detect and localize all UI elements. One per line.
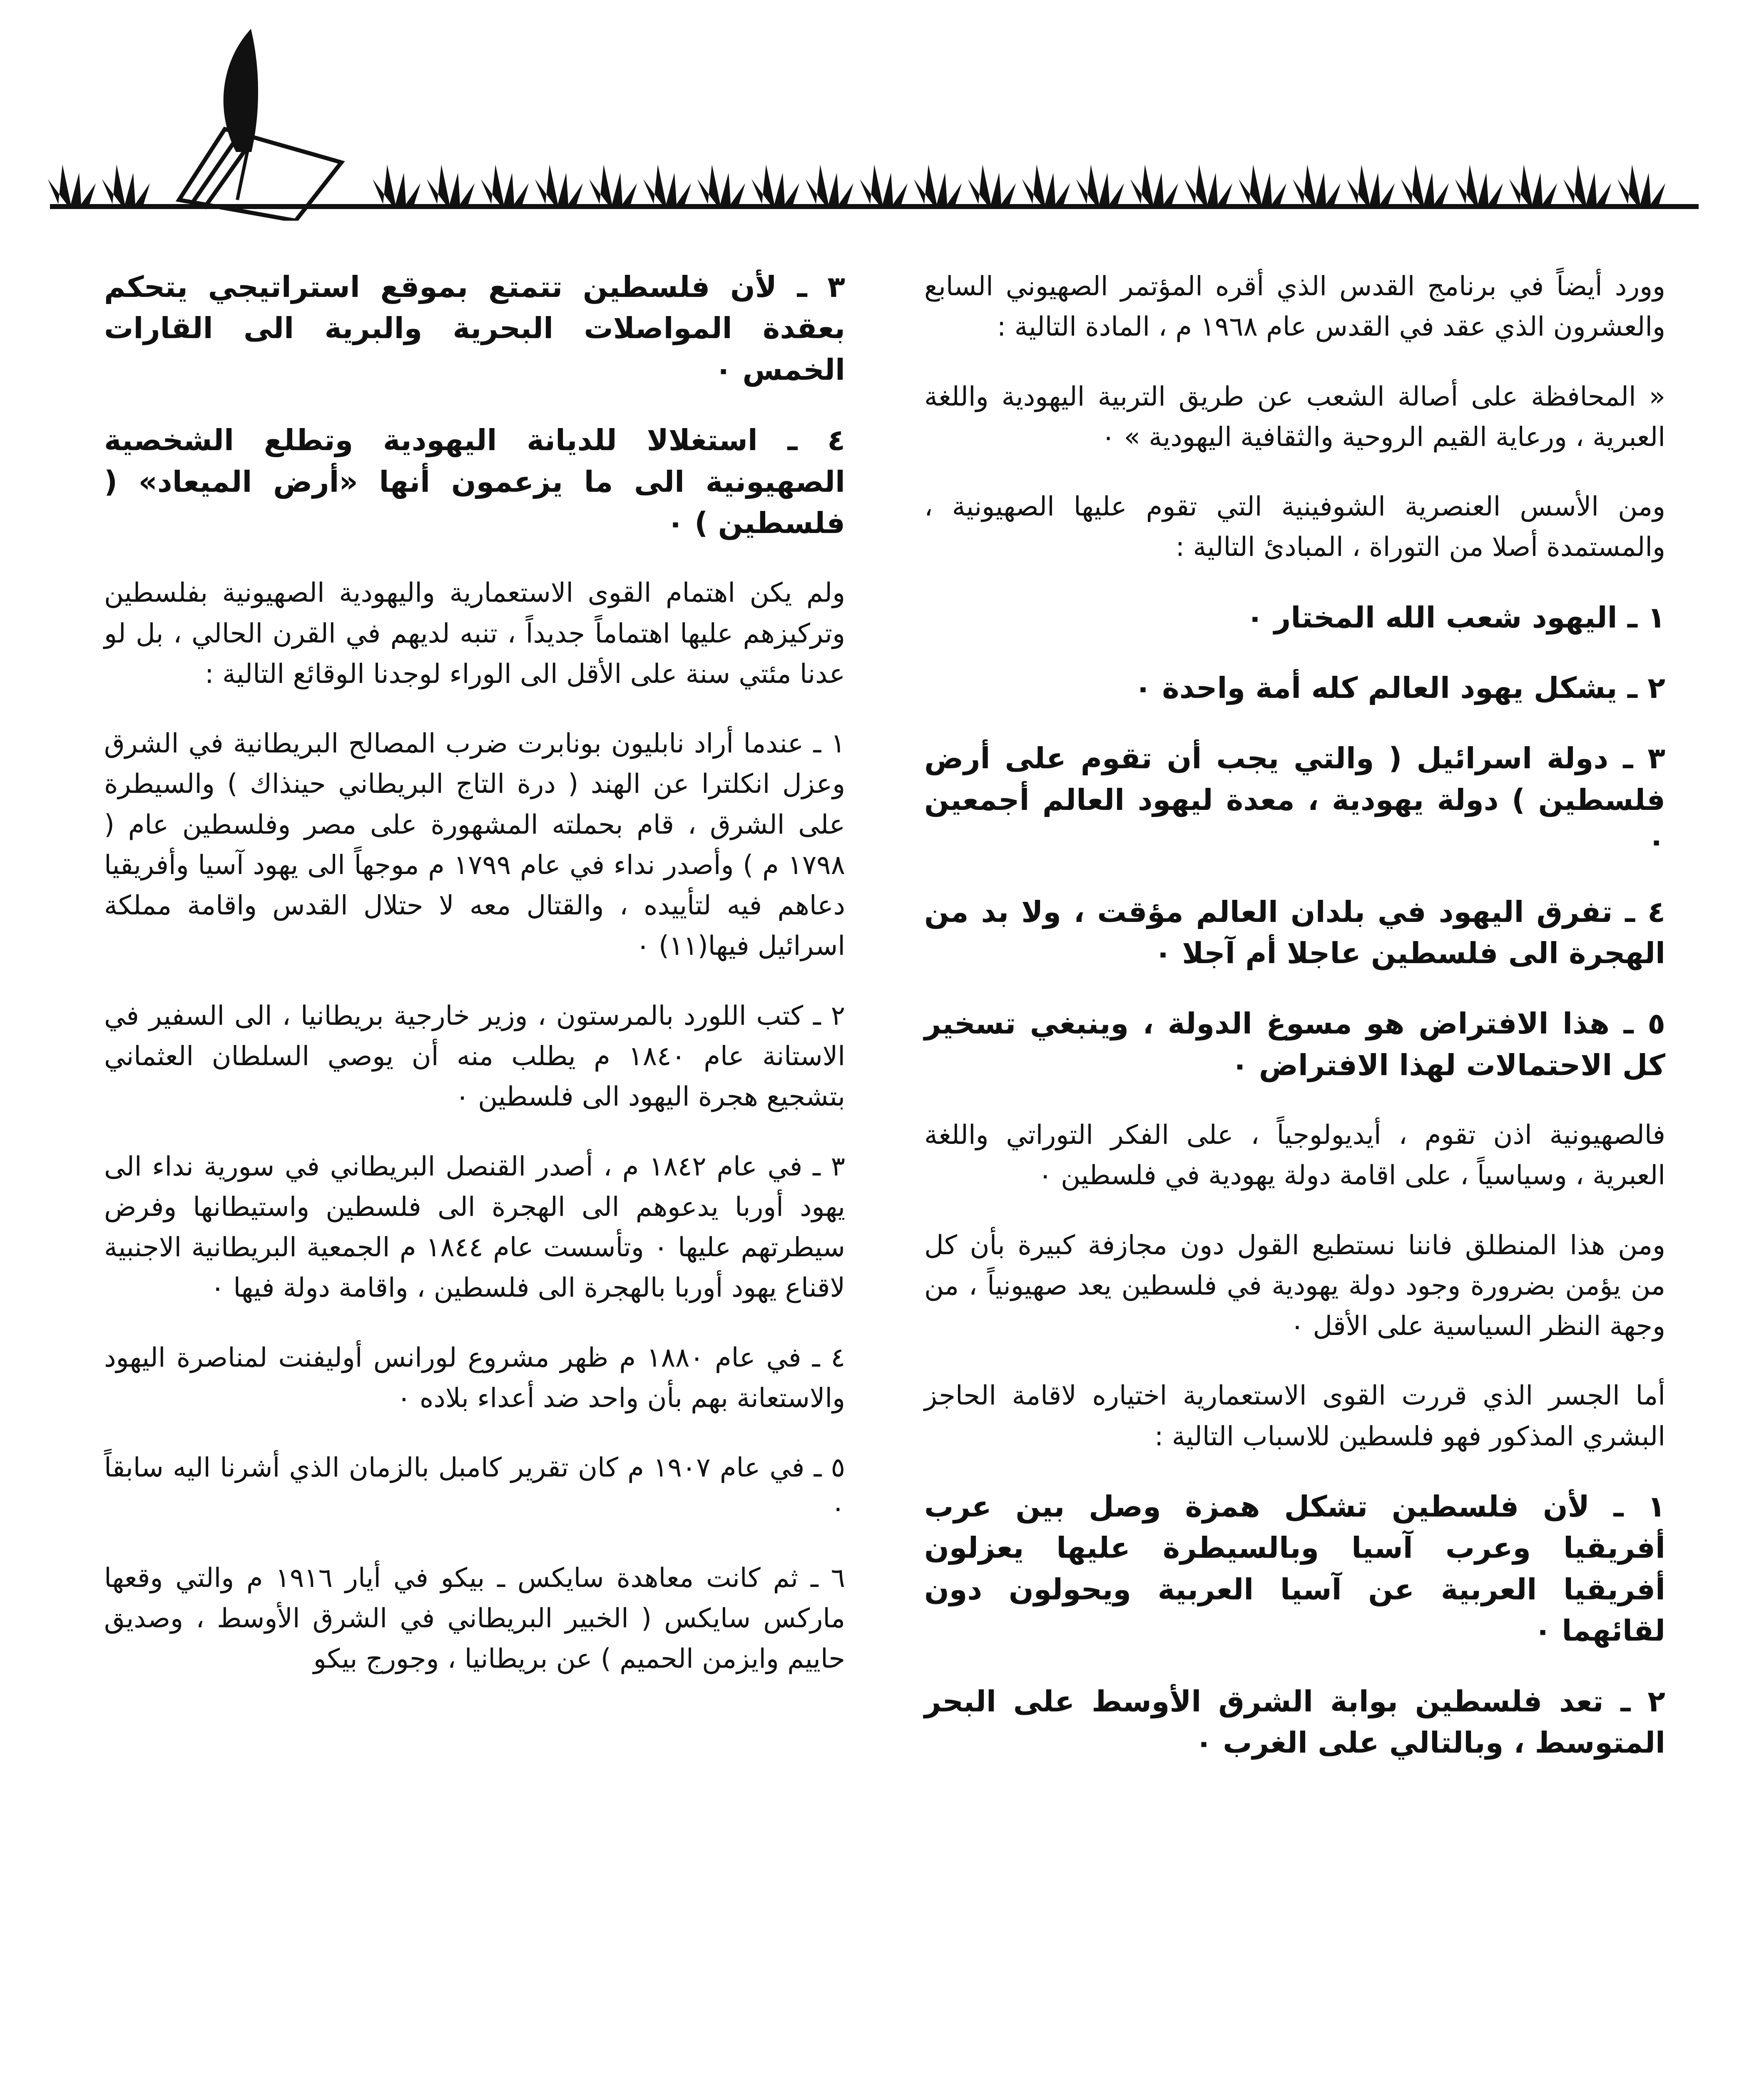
- quote-paragraph: « المحافظة على أصالة الشعب عن طريق التربية اليهودية واللغة العبرية ، ورعاية القيم الروحية والثقافية اليهودية » ٠: [924, 381, 1665, 453]
- principle-item: ٥ ـ هذا الافتراض هو مسوغ الدولة ، وينبغي تسخير كل الاحتمالات لهذا الافتراض ٠: [924, 1006, 1665, 1082]
- grass-tuft-icon: [697, 164, 745, 204]
- grass-tuft-icon: [1076, 164, 1124, 204]
- paragraph: ولم يكن اهتمام القوى الاستعمارية واليهودية الصهيونية بفلسطين وتركيزهم عليها اهتماماً جديداً ، تنبه لديهم في القرن الحالي ، بل لو عدنا مئتي سنة على الأقل الى الوراء لوجدنا الوقائع التالية :: [104, 578, 845, 690]
- event-item: ٥ ـ في عام ١٩٠٧ م كان تقرير كامبل بالزمان الذي أشرنا اليه سابقاً ٠: [104, 1452, 845, 1524]
- event-item: ٤ ـ في عام ١٨٨٠ م ظهر مشروع لورانس أوليفنت لمناصرة اليهود والاستعانة بهم بأن واحد ضد أعداء بلاده ٠: [104, 1342, 846, 1414]
- grass-tuft-icon: [860, 164, 908, 204]
- reason-item: ١ ـ لأن فلسطين تشكل همزة وصل بين عرب أفريقيا وعرب آسيا وبالسيطرة عليها يعزلون أفريقيا العربية عن آسيا العربية ويحولون دون لقائهما ٠: [924, 1489, 1665, 1648]
- grass-tuft-icon: [481, 164, 529, 204]
- event-item: ٢ ـ كتب اللورد بالمرستون ، وزير خارجية بريطانيا ، الى السفير في الاستانة عام ١٨٤٠ م يطلب منه أن يوصي السلطان العثماني بتشجيع هجرة اليهود الى فلسطين ٠: [104, 1000, 846, 1113]
- principle-item: ٢ ـ يشكل يهود العالم كله أمة واحدة ٠: [1134, 670, 1665, 705]
- grass-tuft-icon: [1130, 164, 1178, 204]
- grass-tuft-icon: [914, 164, 962, 204]
- paragraph: فالصهيونية اذن تقوم ، أيديولوجياً ، على الفكر التوراتي واللغة العبرية ، وسياسياً ، على اقامة دولة يهودية في فلسطين ٠: [924, 1120, 1665, 1191]
- event-item: ٣ ـ في عام ١٨٤٢ م ، أصدر القنصل البريطاني في سورية نداء الى يهود أوربا يدعوهم الى الهجرة الى فلسطين واستيطانها وفرض سيطرتهم عليها ٠ وتأسست عام ١٨٤٤ م الجمعية البريطانية الاجنبية لاقناع يهود أوربا بالهجرة الى فلسطين ، واقامة دولة فيها ٠: [104, 1151, 846, 1304]
- grass-tuft-icon: [102, 164, 150, 204]
- reason-item: ٤ ـ استغلالا للديانة اليهودية وتطلع الشخصية الصهيونية الى ما يزعمون أنها «أرض الميعاد» ( فلسطين ) ٠: [104, 423, 845, 540]
- grass-tuft-icon: [48, 164, 96, 204]
- quill-book-icon: [179, 33, 341, 221]
- reason-item: ٣ ـ لأن فلسطين تتمتع بموقع استراتيجي يتحكم بعقدة المواصلات البحرية والبرية الى القارات الخمس ٠: [104, 270, 845, 387]
- grass-tuft-icon: [535, 164, 583, 204]
- paragraph: أما الجسر الذي قررت القوى الاستعمارية اختياره لاقامة الحاجز البشري المذكور فهو فلسطين للاسباب التالية :: [924, 1380, 1665, 1452]
- principle-item: ١ ـ اليهود شعب الله المختار ٠: [1246, 600, 1665, 635]
- grass-tuft-icon: [1347, 164, 1395, 204]
- grass-tuft-icon: [589, 164, 637, 204]
- grass-tuft-icon: [427, 164, 475, 204]
- paragraph: ومن الأسس العنصرية الشوفينية التي تقوم عليها الصهيونية ، والمستمدة أصلا من التوراة ، المبادئ التالية :: [924, 491, 1665, 563]
- event-item: ١ ـ عندما أراد نابليون بونابرت ضرب المصالح البريطانية في الشرق وعزل انكلترا عن الهند ( درة التاج البريطاني حينذاك ) والسيطرة على الشرق ، قام بحملته المشهورة على مصر وفلسطين عام ( ١٧٩٨ م ) وأصدر نداء في عام ١٧٩٩ م موجهاً الى يهود آسيا وأفريقيا دعاهم فيه لتأييده ، والقتال معه لا حتلال القدس واقامة مملكة اسرائيل فيها(١١) ٠: [104, 728, 846, 962]
- grass-tuft-icon: [1509, 164, 1557, 204]
- grass-tuft-icon: [1455, 164, 1503, 204]
- ornament-baseline: [50, 204, 1699, 209]
- header-ornament: [42, 25, 1707, 221]
- grass-tuft-icon: [1239, 164, 1286, 204]
- reason-item: ٢ ـ تعد فلسطين بوابة الشرق الأوسط على البحر المتوسط ، وبالتالي على الغرب ٠: [924, 1684, 1665, 1760]
- grass-tuft-icon: [643, 164, 691, 204]
- grass-tuft-icon: [968, 164, 1016, 204]
- grass-tuft-icon: [1617, 164, 1665, 204]
- paragraph: ومن هذا المنطلق فاننا نستطيع القول دون مجازفة كبيرة بأن كل من يؤمن بضرورة وجود دولة يهودية في فلسطين يعد صهيونياً ، من وجهة النظر السياسية على الأقل ٠: [924, 1230, 1665, 1342]
- paragraph: وورد أيضاً في برنامج القدس الذي أقره المؤتمر الصهيوني السابع والعشرون الذي عقد في القدس عام ١٩٦٨ م ، المادة التالية :: [924, 271, 1665, 343]
- grass-tuft-icon: [373, 164, 420, 204]
- grass-tuft-icon: [1184, 164, 1232, 204]
- grass-tuft-icon: [1563, 164, 1611, 204]
- principle-item: ٣ ـ دولة اسرائيل ( والتي يجب أن تقوم على أرض فلسطين ) دولة يهودية ، معدة ليهود العالم أجمعين ٠: [924, 741, 1665, 859]
- grass-tuft-icon: [1293, 164, 1341, 204]
- grass-tuft-icon: [806, 164, 853, 204]
- principle-item: ٤ ـ تفرق اليهود في بلدان العالم مؤقت ، ولا بد من الهجرة الى فلسطين عاجلا أم آجلا ٠: [924, 894, 1665, 970]
- event-item: ٦ ـ ثم كانت معاهدة سايكس ـ بيكو في أيار ١٩١٦ م والتي وقعها ماركس سايكس ( الخبير البريطاني في الشرق الأوسط ، وصديق حاييم وايزمن الحميم ) عن بريطانيا ، وجورج بيكو: [104, 1562, 846, 1675]
- grass-border-icon: [48, 164, 1665, 204]
- right-column: [924, 266, 1665, 1793]
- grass-tuft-icon: [751, 164, 799, 204]
- grass-tuft-icon: [1022, 164, 1070, 204]
- left-column: [104, 266, 845, 1708]
- grass-tuft-icon: [1401, 164, 1449, 204]
